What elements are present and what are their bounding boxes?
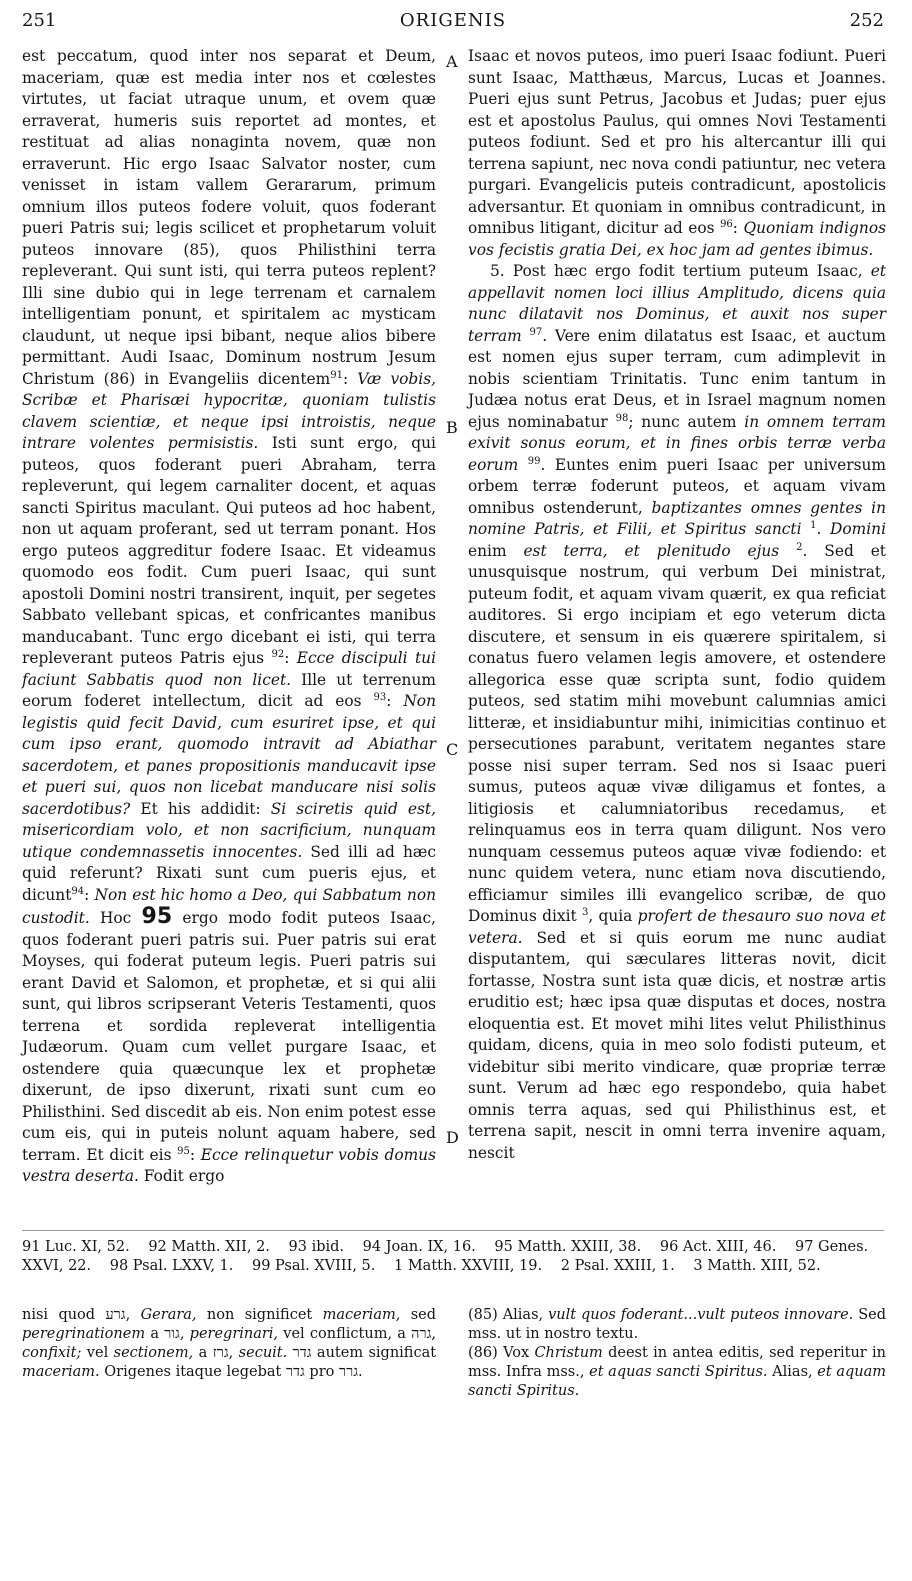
footnote: 98 Psal. LXXV, 1. — [109, 1258, 234, 1274]
footnote: 94 Joan. IX, 16. — [362, 1239, 476, 1255]
margin-letter-c: C — [446, 740, 459, 759]
footnote: 2 Psal. XXIII, 1. — [560, 1258, 675, 1274]
editorial-note-left: nisi quod גרע, Gerara, non significet maceriam, sed peregrinationem a גור, peregrinari, vel conflictum, a גרה, confixit; vel sectionem, a גרז, secuit. גדר autem significat maceriam. Origenes itaque legebat גדר pro גרר. — [22, 1307, 437, 1380]
running-title: ORIGENIS — [399, 10, 507, 31]
scripture-footnotes — [22, 1238, 886, 1276]
margin-letter-a: A — [446, 52, 458, 71]
footnote: 92 Matth. XII, 2. — [148, 1239, 270, 1255]
right-column — [468, 46, 886, 1164]
footnote: 91 Luc. XI, 52. — [22, 1239, 130, 1255]
right-paragraph-1: Isaac et novos puteos, imo pueri Isaac fodiunt. Pueri sunt Isaac, Matthæus, Marcus, Lucas et Joannes. Pueri ejus sunt Petrus, Jacobus et Judas; puer ejus est et apostolus Paulus, qui omnes Novi Testamenti puteos fodiunt. Sed et pro his altercantur illi qui terrena sapiunt, nec nova condi patiuntur, nec vetera purgari. Evangelicis puteis contradicunt, apostolicis adversantur. Et quoniam in omnibus contradicunt, in omnibus litigant, dicitur ad eos $^{96}$: Quoniam indignos vos fecistis gratia Dei, ex hoc jam ad gentes ibimus. — [468, 47, 886, 259]
footnote: 96 Act. XIII, 46. — [659, 1239, 777, 1255]
page-number-left: 251 — [22, 10, 57, 31]
footnote: 3 Matth. XIII, 52. — [693, 1258, 821, 1274]
page-number-right: 252 — [849, 10, 884, 31]
footnote: 99 Psal. XVIII, 5. — [251, 1258, 376, 1274]
footnote: 93 ibid. — [288, 1239, 345, 1255]
footnote-divider — [22, 1230, 884, 1231]
margin-letter-b: B — [446, 418, 458, 437]
left-paragraph: est peccatum, quod inter nos separat et Deum, maceriam, quæ est media inter nos et cœlestes virtutes, ut faciat utraque unum, et ovem quæ erraverat, humeris suis reportet ad montes, et restituat ad alias nonaginta novem, quæ non erraverunt. Hic ergo Isaac Salvator noster, cum venisset in istam vallem Gerararum, primum omnium illos puteos fodere voluit, quos foderant pueri Patris sui; legis scilicet et prophetarum voluit puteos innovare (85), quos Philisthini terra repleverant. Qui sunt isti, qui terra puteos replent? Illi sine dubio qui in lege terrenam et carnalem intelligentiam ponunt, et spiritalem ac mysticam claudunt, ut neque ipsi bibant, neque alios bibere permittant. Audi Isaac, Dominum nostrum Jesum Christum (86) in Evangeliis dicentem$^{91}$: Væ vobis, Scribæ et Pharisæi hypocritæ, quoniam tulistis clavem scientiæ, et neque ipsi introistis, neque intrare volentes permisistis. Isti sunt ergo, qui puteos, quos foderant pueri Abraham, terra repleverunt, qui legem carnaliter docent, et aquas sancti Spiritus maculant. Qui puteos ad hoc habent, non ut aquam proferant, sed ut terram ponant. Hos ergo puteos aggreditur fodere Isaac. Et videamus quomodo eos fodit. Cum pueri Isaac, qui sunt apostoli Domini nostri transirent, inquit, per segetes Sabbato vellebant spicas, et confricantes manibus manducabant. Tunc ergo dicebant ei isti, qui terra repleverant puteos Patris ejus $^{92}$: Ecce discipuli tui faciunt Sabbatis quod non licet. Ille ut terrenum eorum foderet intellectum, dicit ad eos $^{93}$: Non legistis quid fecit David, cum esuriret ipse, et qui cum ipso erant, quomodo intravit ad Abiathar sacerdotem, et panes propositionis manducavit ipse et pueri sui, quos non licebat manducare nisi solis sacerdotibus? Et his addidit: Si sciretis quid est, misericordiam volo, et non sacrificium, nunquam utique condemnassetis innocentes. Sed illi ad hæc quid referunt? Rixati sunt cum pueris ejus, et dicunt$^{94}$: Non est hic homo a Deo, qui Sabbatum non custodit. Hoc 95 ergo modo fodit puteos Isaac, quos foderant pueri patris sui. Puer patris sui erat Moyses, qui foderat puteum legis. Pueri patris sui erant David et Salomon, et prophetæ, et si qui alii sunt, qui libros scripserant Veteris Testamenti, quos terrena et sordida repleverat intelligentia Judæorum. Quam cum vellet purgare Isaac, et ostendere quia quæcunque lex et prophetæ dixerunt, de ipso dixerunt, rixati sunt cum eo Philisthini. Sed discedit ab eis. Non enim potest esse cum eis, qui in puteis nolunt aquam habere, sed terram. Et dicit eis $^{95}$: Ecce relinquetur vobis domus vestra deserta. Fodit ergo — [22, 47, 437, 1185]
margin-letter-d: D — [446, 1128, 459, 1147]
editorial-notes-right — [468, 1306, 886, 1401]
footnote: 95 Matth. XXIII, 38. — [494, 1239, 642, 1255]
footnote: 97 Genes. XXVI, 22. — [22, 1239, 869, 1274]
right-paragraph-2: 5. Post hæc ergo fodit tertium puteum Isaac, et appellavit nomen loci illius Amplitudo, dicens quia nunc dilatavit nos Dominus, et auxit nos super terram $^{97}$. Vere enim dilatatus est Isaac, et auctum est nomen ejus super terram, cum adimplevit in nobis scientiam Trinitatis. Tunc enim tantum in Judæa notus erat Deus, et in Israel magnum nomen ejus nominabatur $^{98}$; nunc autem in omnem terram exivit sonus eorum, et in fines orbis terræ verba eorum $^{99}$. Euntes enim pueri Isaac per universum orbem terræ foderunt puteos, et aquam vivam omnibus ostenderunt, baptizantes omnes gentes in nomine Patris, et Filii, et Spiritus sancti $^1$. Domini enim est terra, et plenitudo ejus $^2$. Sed et unusquisque nostrum, qui verbum Dei ministrat, puteum fodit, et aquam vivam quærit, ex qua reficiat auditores. Si ergo incipiam et ego veterum dicta discutere, et sensum in eis quærere spiritalem, si conatus fuero velamen legis amovere, et ostendere allegorica esse quæ scripta sunt, fodio quidem puteos, sed statim mihi movebunt calumnias amici litteræ, et insidiabuntur mihi, inimicitias continuo et persecutiones parabunt, veritatem negantes stare posse nisi super terram. Sed nos si Isaac pueri sumus, puteos aquæ vivæ diligamus et fontes, a litigiosis et calumniatoribus recedamus, et relinquamus eos in terra quam diligunt. Nos vero nunquam cessemus puteos aquæ vivæ fodiendo: et nunc quidem vetera, nunc etiam nova discutiendo, efficiamur similes illi evangelico scribæ, de quo Dominus dixit $^3$, quia profert de thesauro suo nova et vetera. Sed et si quis eorum me nunc audiat disputantem, qui sæculares litteras novit, dicit fortasse, Nostra sunt ista quæ dicis, et nostræ artis eruditio est; hæc ipsa quæ disputas et doces, nostra eloquentia est. Et movet mihi lites velut Philisthinus quidam, dicens, quia in meo solo fodisti puteum, et videbitur sibi merito vindicare, quæ propriæ terræ sunt. Verum ad hæc ego respondebo, quia habet omnis terra aquas, sed qui Philisthinus est, et terrena sapit, nescit in omni terra invenire aquam, nescit — [468, 262, 886, 1162]
footnote: 1 Matth. XXVIII, 19. — [394, 1258, 543, 1274]
page-header — [22, 10, 884, 40]
note-86: (86) Vox Christum deest in antea editis, sed reperitur in mss. Infra mss., et aquas sancti Spiritus. Alias, et aquam sancti Spiritus. — [468, 1345, 887, 1399]
left-column — [22, 46, 436, 1188]
column-number-marker: 95 — [141, 904, 173, 929]
note-85: (85) Alias, vult quos foderant...vult puteos innovare. Sed mss. ut in nostro textu. — [468, 1307, 887, 1342]
